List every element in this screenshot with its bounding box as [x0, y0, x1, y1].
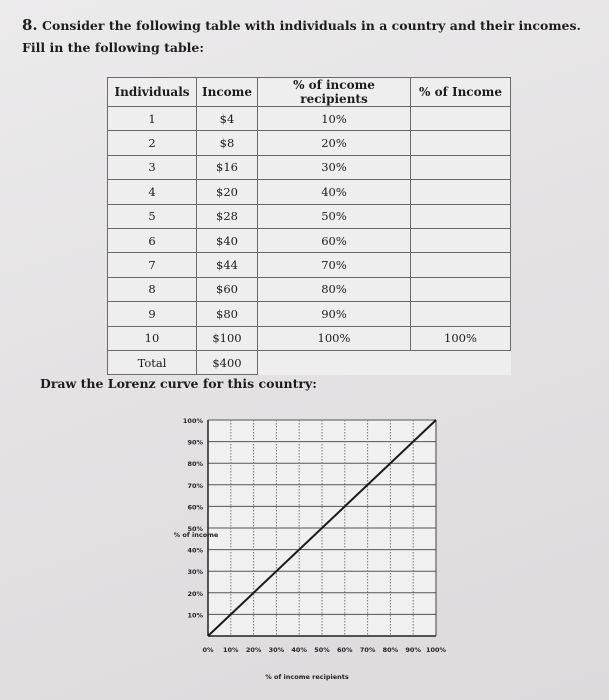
x-tick-label: 70%	[359, 646, 376, 654]
x-tick-label: 100%	[425, 646, 447, 654]
cell-income: $60	[197, 277, 258, 301]
cell-individual: 9	[108, 302, 197, 326]
y-tick-label: 70%	[187, 481, 203, 490]
x-tick-label: 80%	[382, 646, 399, 654]
cell-income: $40	[197, 228, 258, 252]
cell-individual: 10	[108, 326, 197, 350]
cell-individual: 6	[108, 228, 197, 252]
cell-individual: 4	[108, 180, 197, 204]
y-tick-label: 90%	[187, 438, 203, 447]
cell-individual: 1	[108, 107, 197, 131]
x-tick-label: 50%	[314, 646, 330, 654]
lorenz-prompt: Draw the Lorenz curve for this country:	[40, 376, 317, 391]
y-tick-label: 10%	[187, 611, 203, 620]
y-axis-label: % of income	[173, 531, 219, 539]
y-tick-label: 50%	[187, 525, 203, 533]
y-tick-label: 100%	[182, 417, 203, 425]
cell-pct-recipients: 90%	[258, 302, 411, 326]
cell-pct-recipients: 40%	[258, 180, 411, 204]
cell-pct-recipients: 20%	[258, 131, 411, 155]
header-pct-income: % of Income	[411, 78, 511, 107]
cell-income: $28	[197, 204, 258, 228]
cell-pct-recipients: 10%	[258, 107, 411, 131]
x-tick-label: 10%	[223, 646, 239, 654]
cell-pct-recipients: 30%	[258, 155, 411, 179]
y-tick-label: 80%	[187, 460, 203, 469]
cell-pct-recipients: 80%	[258, 277, 411, 301]
cell-income: $20	[197, 180, 258, 204]
cell-income: $44	[197, 253, 258, 277]
total-label: Total	[108, 350, 197, 374]
cell-pct-recipients: 70%	[258, 253, 411, 277]
cell-income: $80	[197, 302, 258, 326]
cell-individual: 2	[108, 131, 197, 155]
cell-income: $8	[197, 131, 258, 155]
y-tick-label: 60%	[187, 503, 203, 512]
cell-income: $16	[197, 155, 258, 179]
y-tick-label: 40%	[187, 546, 203, 555]
cell-income: $4	[197, 107, 258, 131]
y-tick-label: 30%	[187, 568, 203, 577]
cell-income: $100	[197, 326, 258, 350]
question-number: 8.	[22, 16, 38, 34]
x-tick-label: 60%	[337, 646, 353, 654]
header-income: Income	[197, 78, 258, 107]
cell-pct-income[interactable]: 100%	[411, 326, 511, 350]
header-individuals: Individuals	[108, 78, 197, 107]
x-tick-label: 30%	[268, 646, 285, 654]
question-body: Consider the following table with individuals in a country and their incomes. Fill in the following table:	[22, 18, 581, 55]
cell-pct-recipients: 100%	[258, 326, 411, 350]
cell-pct-recipients: 60%	[258, 228, 411, 252]
cell-individual: 8	[108, 277, 197, 301]
cell-pct-recipients: 50%	[258, 204, 411, 228]
header-pct-recipients: % of income recipients	[258, 78, 411, 107]
total-income: $400	[197, 350, 258, 374]
cell-individual: 3	[108, 155, 197, 179]
x-tick-label: 90%	[405, 646, 421, 654]
x-tick-label: 40%	[291, 646, 307, 654]
x-axis-label: % of income recipients	[265, 673, 349, 681]
x-tick-label: 0%	[202, 646, 214, 654]
y-tick-label: 20%	[187, 589, 203, 598]
cell-individual: 7	[108, 253, 197, 277]
cell-individual: 5	[108, 204, 197, 228]
x-tick-label: 20%	[245, 646, 262, 654]
